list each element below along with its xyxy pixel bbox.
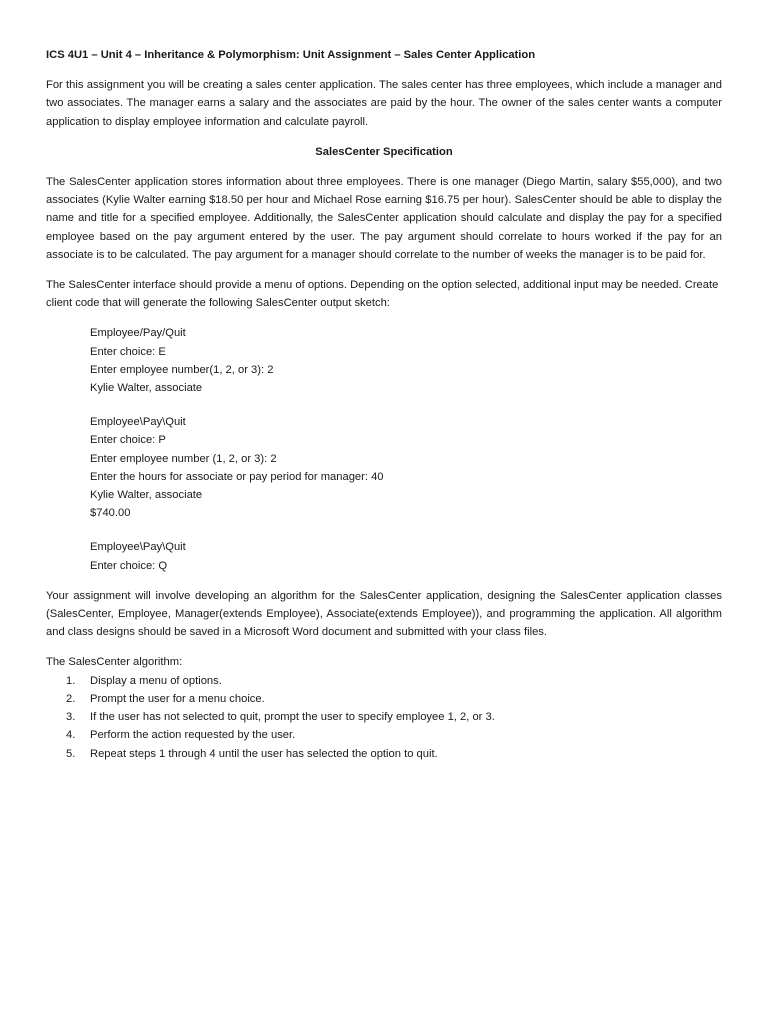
algorithm-intro: The SalesCenter algorithm: — [46, 656, 183, 669]
intro-paragraph: For this assignment you will be creating a sales center application. The sales center has three employees, which include a manager and two associates. The manager earns a salary and the associates are paid by the hour. The owner of the sales center wants a computer application to display employee information and calculate payroll. — [46, 79, 722, 128]
sketch-block-quit — [90, 538, 722, 574]
sketch-line: Enter the hours for associate or pay period for manager: 40 — [90, 470, 384, 483]
step-number: 1. — [66, 674, 76, 687]
algorithm-step — [46, 690, 722, 708]
sketch-line: Enter choice: Q — [90, 559, 168, 572]
sketch-line: Enter choice: E — [90, 345, 166, 358]
algorithm-step — [46, 726, 722, 744]
step-number: 2. — [66, 692, 76, 705]
output-sketch — [90, 324, 722, 574]
algorithm-step — [46, 745, 722, 763]
algorithm-step — [46, 672, 722, 690]
spec-paragraph-1: The SalesCenter application stores information about three employees. There is one manager (Diego Martin, salary $55,000), and two associates (Kylie Walter earning $18.50 per hour and Michael Rose earning $16.75 per hour). SalesCenter should be able to display the name and title for a specified employee. Additionally, the SalesCenter application should calculate and display the pay for a specified employee based on the pay argument entered by the user. The pay argument should correlate to hours worked if the pay for an associate is to be calculated. The pay argument for a manager should correlate to the number of weeks the manager is to be paid for. — [46, 176, 722, 261]
sketch-line: Enter choice: P — [90, 434, 166, 447]
sketch-block-employee — [90, 324, 722, 397]
step-number: 4. — [66, 729, 76, 742]
document-title: ICS 4U1 – Unit 4 – Inheritance & Polymorphism: Unit Assignment – Sales Center Application — [46, 49, 536, 61]
algorithm-steps — [46, 672, 722, 763]
step-text: If the user has not selected to quit, prompt the user to specify employee 1, 2, or 3. — [90, 711, 495, 724]
sketch-line: Kylie Walter, associate — [90, 382, 203, 395]
algorithm-step — [46, 708, 722, 726]
assignment-paragraph: Your assignment will involve developing an algorithm for the SalesCenter application, designing the SalesCenter application classes (SalesCenter, Employee, Manager(extends Employee), Associate(extends Employee)), and programming the application. All algorithm and class designs should be saved in a Microsoft Word document and submitted with your class files. — [46, 589, 722, 639]
sketch-line: Employee\Pay\Quit — [90, 541, 186, 554]
sketch-line: Kylie Walter, associate — [90, 489, 203, 502]
step-text: Prompt the user for a menu choice. — [90, 692, 265, 705]
sketch-line: Enter employee number(1, 2, or 3): 2 — [90, 363, 274, 376]
sketch-line: Enter employee number (1, 2, or 3): 2 — [90, 452, 277, 465]
step-number: 3. — [66, 711, 76, 724]
sketch-block-pay — [90, 413, 722, 522]
step-number: 5. — [66, 747, 76, 760]
sketch-line: Employee/Pay/Quit — [90, 327, 186, 340]
spec-heading: SalesCenter Specification — [315, 145, 453, 158]
sketch-line: Employee\Pay\Quit — [90, 416, 186, 429]
step-text: Perform the action requested by the user. — [90, 729, 296, 742]
spec-paragraph-2: The SalesCenter interface should provide a menu of options. Depending on the option selected, additional input may be needed. Create client code that will generate the following SalesCenter output sketch: — [46, 279, 719, 310]
step-text: Repeat steps 1 through 4 until the user has selected the option to quit. — [90, 747, 438, 760]
step-text: Display a menu of options. — [90, 674, 222, 687]
sketch-line: $740.00 — [90, 507, 131, 520]
